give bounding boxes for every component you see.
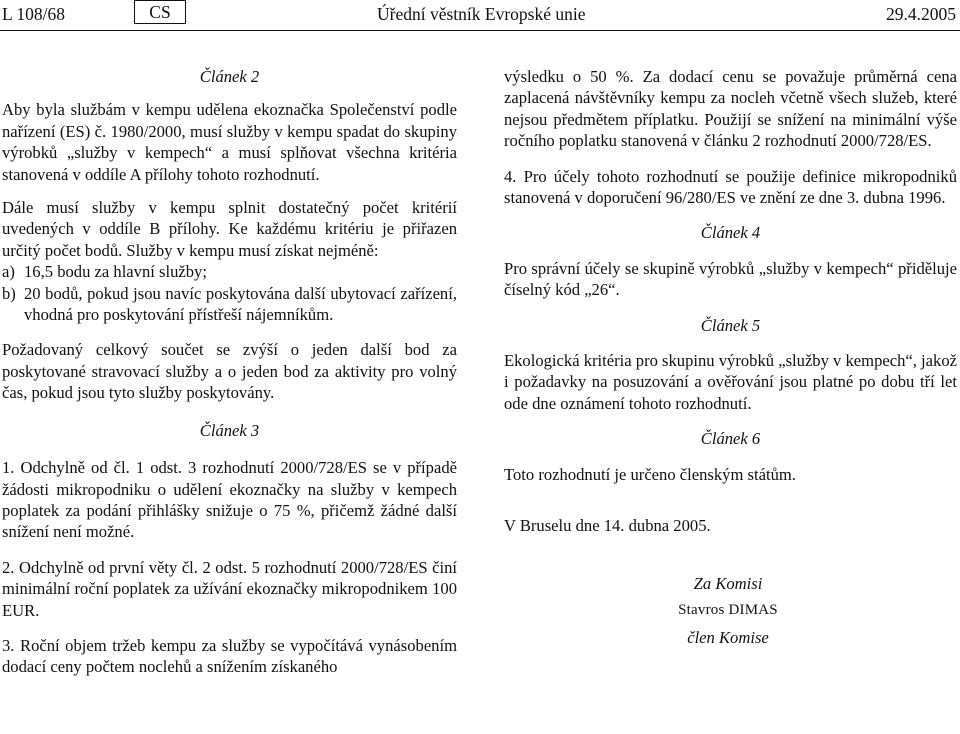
article-3-point-3: 3. Roční objem tržeb kempu za služby se vypočítává vynásobením dodací ceny počtem noclehů a snížením získaného	[2, 635, 457, 677]
article-6-paragraph: Toto rozhodnutí je určeno členským státům.	[504, 464, 796, 484]
item-text: 20 bodů, pokud jsou navíc poskytována další ubytovací zařízení, vhodná pro poskytování přístřeší nájemníkům.	[24, 283, 457, 325]
signatory-name: Stavros DIMAS	[678, 601, 778, 618]
article-4-heading: Článek 4	[700, 223, 761, 243]
item-label: b)	[2, 283, 16, 303]
signature-for: Za Komisi	[693, 573, 763, 593]
article-6-heading: Článek 6	[700, 429, 761, 449]
right-column	[504, 66, 957, 649]
item-label: a)	[2, 262, 15, 282]
journal-title: Úřední věstník Evropské unie	[377, 4, 586, 24]
article-3-point-4: 4. Pro účely tohoto rozhodnutí se použije definice mikropodniků stanovená v doporučení 96/280/ES ve znění ze dne 3. dubna 1996.	[504, 166, 957, 208]
publication-date: 29.4.2005	[886, 4, 956, 24]
article-3-point-2: 2. Odchylně od první věty čl. 2 odst. 5 rozhodnutí 2000/728/ES činí minimální roční poplatek za užívání ekoznačky mikropodnikem 100 EUR.	[2, 557, 457, 620]
article-2-paragraph-2: Dále musí služby v kempu splnit dostatečný počet kritérií uvedených v oddíle B přílohy. Ke každému kritériu je přiřazen určitý počet bodů. Služby v kempu musí získat nejméně:	[2, 198, 457, 260]
article-3-heading: Článek 3	[199, 420, 260, 440]
article-2-paragraph-3: Požadovaný celkový součet se zvýší o jeden další bod za poskytované stravovací služby a o jeden bod za aktivity pro volný čas, pokud jsou tyto služby poskytovány.	[2, 340, 457, 403]
left-column	[2, 66, 457, 678]
article-5-paragraph: Ekologická kritéria pro skupinu výrobků „služby v kempech“, jakož i požadavky na posuzování a ověřování jsou platné po dobu tří let ode dne oznámení tohoto rozhodnutí.	[504, 351, 957, 413]
article-4-paragraph: Pro správní účely se skupině výrobků „služby v kempech“ přiděluje číselný kód „26“.	[504, 258, 957, 300]
article-2-paragraph-1: Aby byla službám v kempu udělena ekoznačka Společenství podle nařízení (ES) č. 1980/2000, musí služby v kempu spadat do skupiny výrobků „služby v kempech“ a musí splňovat všechna kritéria stanovená v oddíle A přílohy tohoto rozhodnutí.	[2, 100, 457, 184]
article-2-heading: Článek 2	[199, 67, 260, 86]
article-2-item-a	[2, 261, 457, 282]
article-5-heading: Článek 5	[700, 315, 761, 335]
page-header	[0, 0, 960, 31]
signatory-role: člen Komise	[687, 628, 769, 648]
item-text: 16,5 bodu za hlavní služby;	[24, 262, 207, 282]
article-3-point-1: 1. Odchylně od čl. 1 odst. 3 rozhodnutí 2000/728/ES se v případě žádosti mikropodniku o udělení ekoznačky na služby v kempech poplatek za podání přihlášky snižuje o 75 %, přičemž žádné další snížení není možné.	[2, 458, 457, 542]
article-2-item-b	[2, 283, 457, 326]
page-reference: L 108/68	[2, 4, 66, 24]
article-3-point-3-continued: výsledku o 50 %. Za dodací cenu se považuje průměrná cena zaplacená návštěvníky kempu za nocleh včetně všech služeb, které nejsou předmětem příplatku. Použijí se snížení na minimální výše ročního poplatku stanovená v článku 2 rozhodnutí 2000/728/ES.	[504, 67, 957, 151]
language-code-box: CS	[134, 0, 186, 24]
place-and-date: V Bruselu dne 14. dubna 2005.	[504, 516, 711, 536]
